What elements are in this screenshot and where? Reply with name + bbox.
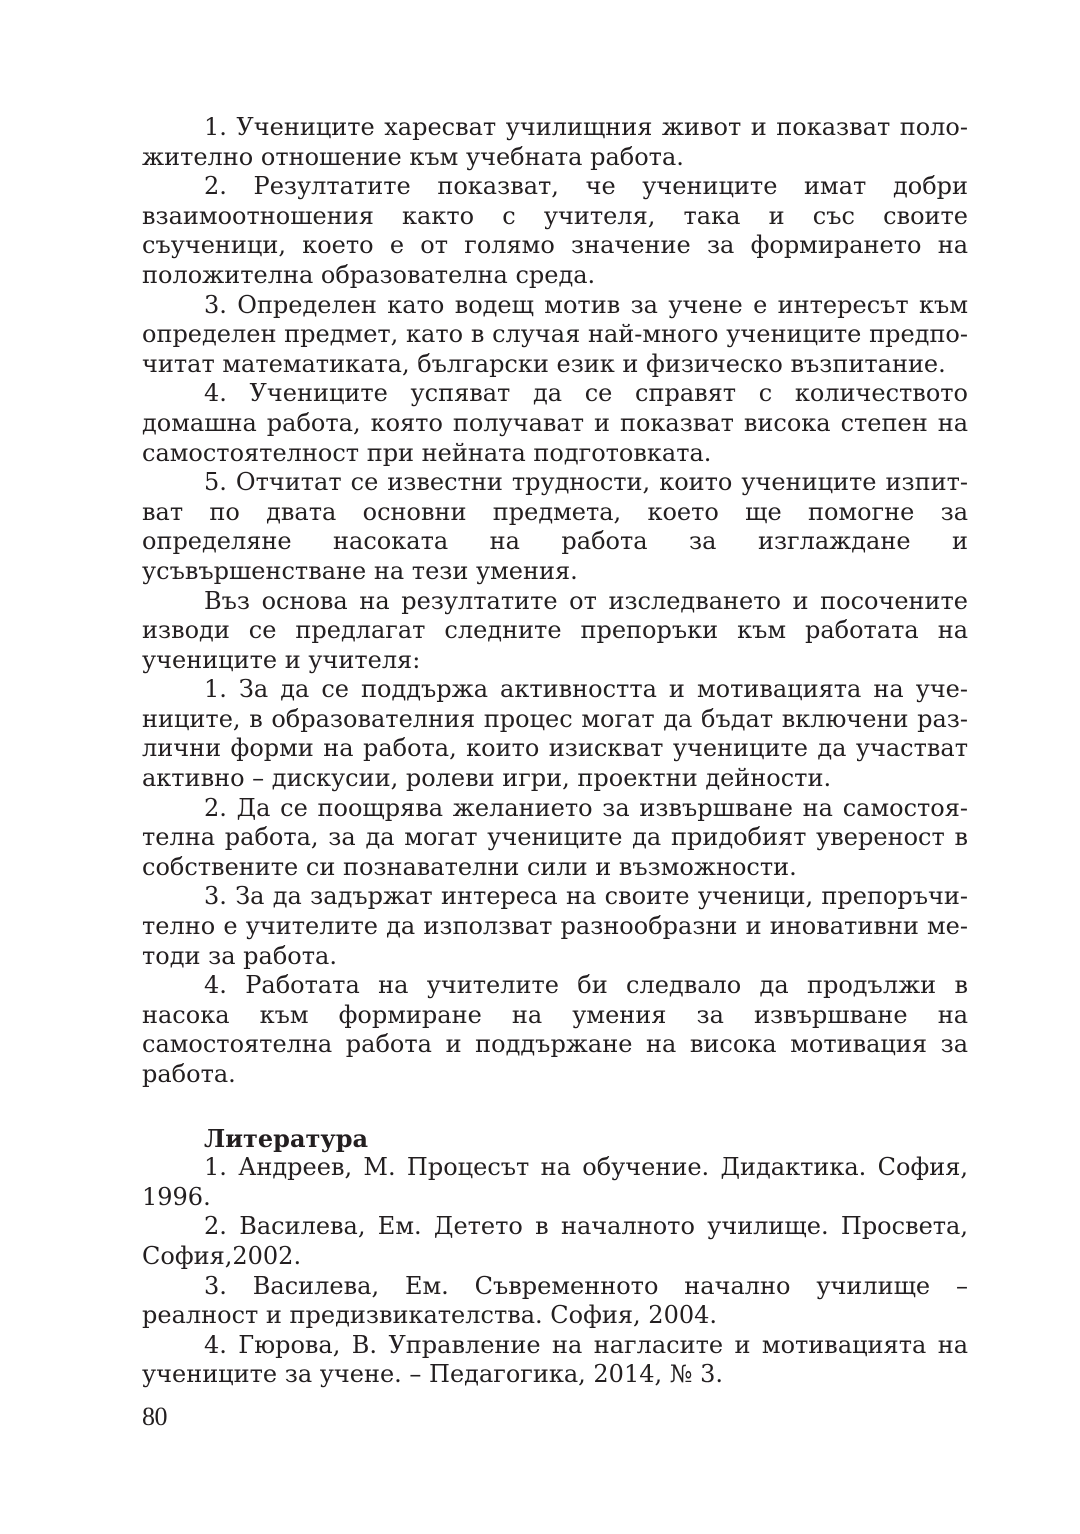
literature-item: 3. Василева, Ем. Съвременното начално училище – реалност и предизвикателства. София, 2004. [142,1271,968,1330]
section-gap [142,1090,968,1124]
conclusion-5: 5. Отчитат се известни трудности, които учениците изпитват по двата основни предмета, което ще помогне за определяне насоката на работа за изглаждане и усъвършенстване на тези умения. [142,468,968,585]
literature-item: 4. Гюрова, В. Управление на нагласите и мотивацията на учениците за учене. – Педагогика, 2014, № 3. [142,1330,968,1389]
literature-heading: Литература [204,1123,369,1153]
recommendation-3: 3. За да задържат интереса на своите ученици, препоръчително е учителите да използват разнообразни и иновативни методи за работа. [142,882,968,970]
literature-item: 1. Андреев, М. Процесът на обучение. Дидактика. София, 1996. [142,1153,968,1211]
conclusion-3: 3. Определен като водещ мотив за учене е интересът към определен предмет, като в случая най-много учениците предпочитат математиката, български език и физическо възпитание. [142,290,968,378]
recommendation-1: 1. За да се поддържа активността и мотивацията на учениците, в образователния процес могат да бъдат включени различни форми на работа, които изискват учениците да участват активно – дискусии, ролеви игри, проектни дейности. [142,675,968,793]
literature-item: 2. Василева, Ем. Детето в началното училище. Просвета, София,2002. [142,1212,968,1270]
recommendations-intro: Въз основа на резултатите от изследването и посочените изводи се предлагат следните препоръки към работата на учениците и учителя: [142,586,968,674]
page-number: 80 [142,1402,167,1431]
recommendation-2: 2. Да се поощрява желанието за извършване на самостоятелна работа, за да могат учениците да придобият увереност в собствените си познавателни сили и възможности. [142,793,968,881]
conclusion-4: 4. Учениците успяват да се справят с количеството домашна работа, която получават и показват висока степен на самостоятелност при нейната подготовката. [142,379,968,467]
recommendation-4: 4. Работата на учителите би следвало да продължи в насока към формиране на умения за извършване на самостоятелна работа и поддържане на висока мотивация за работа. [142,971,968,1088]
conclusion-1: 1. Учениците харесват училищния живот и показват положително отношение към учебната работа. [142,113,968,171]
page-body [142,113,968,1390]
conclusion-2: 2. Резултатите показват, че учениците имат добри взаимоотношения както с учителя, така и със своите съученици, което е от голямо значение за формирането на положителна образователна среда. [142,172,968,289]
